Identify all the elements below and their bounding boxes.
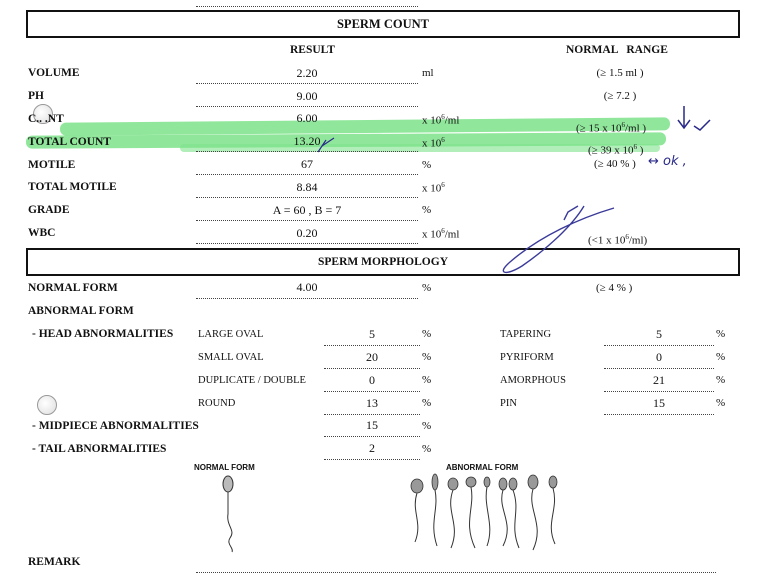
midpiece-value: 15 <box>366 418 378 432</box>
pyriform-label: PYRIFORM <box>500 352 554 363</box>
normal-form-figure-caption: NORMAL FORM <box>194 463 255 472</box>
motile-label: MOTILE <box>28 159 76 171</box>
round-value: 13 <box>366 396 378 410</box>
large-oval-value: 5 <box>369 327 375 341</box>
total-count-unit: x $10^6$ <box>422 136 445 150</box>
small-oval-label: SMALL OVAL <box>198 352 264 363</box>
total-count-range: (≥ 39 x $10^6$ ) <box>588 143 644 157</box>
amorphous-unit: % <box>716 374 726 386</box>
count-unit: x $10^6/ml$ <box>422 113 460 127</box>
total-motile-unit: x $10^6$ <box>422 181 445 195</box>
tail-label: - TAIL ABNORMALITIES <box>32 443 167 455</box>
ph-value: 9.00 <box>296 89 318 103</box>
small-oval-unit: % <box>422 351 432 363</box>
pin-unit: % <box>716 397 726 409</box>
volume-unit: ml <box>422 67 434 79</box>
total-count-label: TOTAL COUNT <box>28 136 111 148</box>
tail-value: 2 <box>369 441 375 455</box>
count-value: 6.00 <box>296 111 318 125</box>
amorphous-value: 21 <box>653 373 665 387</box>
grade-unit: % <box>422 204 432 216</box>
amorphous-label: AMORPHOUS <box>500 375 566 386</box>
abnormal-form-label: ABNORMAL FORM <box>28 305 134 317</box>
total-count-value: 13.20 <box>293 134 321 148</box>
pyriform-unit: % <box>716 351 726 363</box>
normal-form-label: NORMAL FORM <box>28 282 118 294</box>
abnormal-form-figure-caption: ABNORMAL FORM <box>446 463 519 472</box>
grade-label: GRADE <box>28 204 70 216</box>
result-column-header: RESULT <box>290 44 335 56</box>
motile-unit: % <box>422 159 432 171</box>
duplicate-double-value: 0 <box>369 373 375 387</box>
tail-unit: % <box>422 443 432 455</box>
morphology-title: SPERM MORPHOLOGY <box>317 256 448 268</box>
motile-range: (≥ 40 % ) <box>594 158 636 170</box>
tapering-label: TAPERING <box>500 329 552 340</box>
ph-range: (≥ 7.2 ) <box>603 90 637 102</box>
normal-form-value: 4.00 <box>296 280 318 294</box>
small-oval-value: 20 <box>366 350 378 364</box>
total-motile-label: TOTAL MOTILE <box>28 181 117 193</box>
count-label: C.. .NT <box>28 113 64 125</box>
wbc-value: 0.20 <box>296 226 318 240</box>
volume-label: VOLUME <box>28 67 80 79</box>
wbc-label: WBC <box>28 227 56 239</box>
sperm-count-title: SPERM COUNT <box>336 17 430 31</box>
duplicate-double-label: DUPLICATE / DOUBLE <box>198 375 306 386</box>
large-oval-label: LARGE OVAL <box>198 329 264 340</box>
wbc-range: (<1 x $10^6/ml$) <box>588 233 648 247</box>
pin-label: PIN <box>500 398 517 409</box>
normal-form-unit: % <box>422 282 432 294</box>
pin-value: 15 <box>653 396 665 410</box>
ph-label: PH <box>28 90 44 102</box>
motile-value: 67 <box>301 157 313 171</box>
wbc-unit: x $10^6/ml$ <box>422 227 460 241</box>
count-range: (≥ 15 x $10^6/ml$ ) <box>576 121 647 135</box>
round-label: ROUND <box>198 398 236 409</box>
pyriform-value: 0 <box>656 350 662 364</box>
total-motile-value: 8.84 <box>296 180 318 194</box>
handwritten-ok-note: ↔ ok , <box>648 154 687 169</box>
duplicate-double-unit: % <box>422 374 432 386</box>
normal-form-range: (≥ 4 % ) <box>596 282 633 294</box>
large-oval-unit: % <box>422 328 432 340</box>
head-abnormalities-label: - HEAD ABNORMALITIES <box>32 328 174 340</box>
tapering-unit: % <box>716 328 726 340</box>
normal-range-column-header: NORMAL RANGE <box>566 44 668 56</box>
remark-label: REMARK <box>28 556 81 568</box>
midpiece-unit: % <box>422 420 432 432</box>
tapering-value: 5 <box>656 327 662 341</box>
round-unit: % <box>422 397 432 409</box>
volume-range: (≥ 1.5 ml ) <box>596 67 644 79</box>
midpiece-label: - MIDPIECE ABNORMALITIES <box>32 420 199 432</box>
volume-value: 2.20 <box>296 66 318 80</box>
grade-value: A = 60 , B = 7 <box>272 203 342 217</box>
